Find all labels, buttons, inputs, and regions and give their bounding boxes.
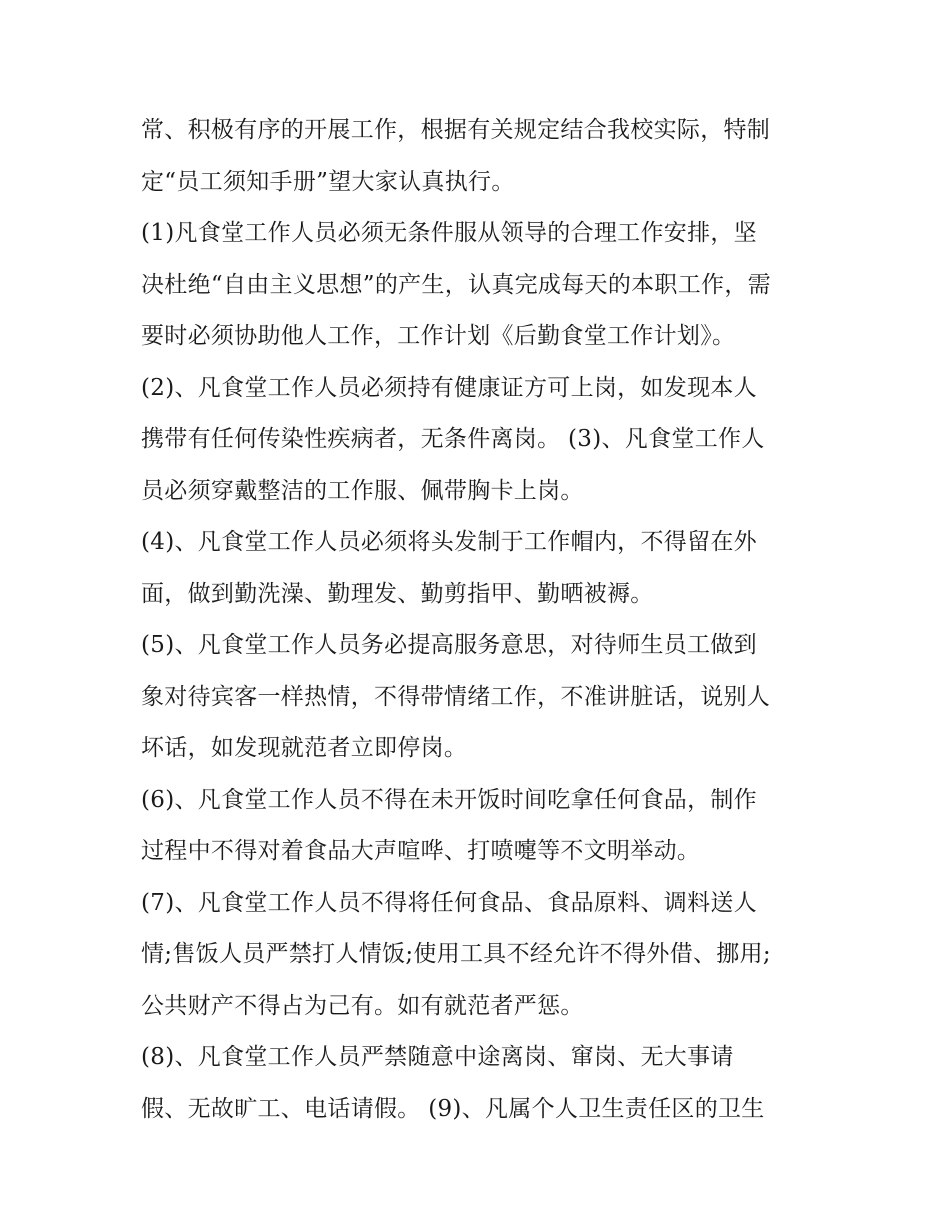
text-line: 坏话，如发现就范者立即停岗。	[141, 735, 468, 761]
text-line: 员必须穿戴整洁的工作服、佩带胸卡上岗。	[141, 477, 584, 504]
text-line: (7)、凡食堂工作人员不得将任何食品、食品原料、调料送人	[141, 889, 757, 916]
text-line: 定“员工须知手册”望大家认真执行。	[141, 168, 515, 195]
document-body	[141, 105, 821, 1135]
text-line: 决杜绝“自由主义思想”的产生，认真完成每天的本职工作，需	[141, 271, 771, 298]
text-line: (1)凡食堂工作人员必须无条件服从领导的合理工作安排，坚	[141, 220, 757, 246]
text-line: 假、无故旷工、电话请假。 (9)、凡属个人卫生责任区的卫生	[141, 1095, 765, 1122]
text-line: 过程中不得对着食品大声喧哗、打喷嚏等不文明举动。	[141, 838, 701, 864]
text-line: 公共财产不得占为己有。如有就范者严惩。	[141, 992, 584, 1019]
text-line: 携带有任何传染性疾病者，无条件离岗。 (3)、凡食堂工作人	[141, 426, 765, 452]
text-line: (5)、凡食堂工作人员务必提高服务意思，对待师生员工做到	[141, 632, 757, 658]
text-line: (4)、凡食堂工作人员必须将头发制于工作帽内，不得留在外	[141, 529, 757, 555]
text-line: 情;售饭人员严禁打人情饭;使用工具不经允许不得外借、挪用;	[141, 941, 771, 967]
text-line: 要时必须协助他人工作，工作计划《后勤食堂工作计划》。	[141, 323, 736, 349]
text-line: (8)、凡食堂工作人员严禁随意中途离岗、窜岗、无大事请	[141, 1044, 734, 1070]
text-line: (2)、凡食堂工作人员必须持有健康证方可上岗，如发现本人	[141, 374, 757, 401]
text-line: (6)、凡食堂工作人员不得在未开饭时间吃拿任何食品，制作	[141, 786, 757, 813]
text-line: 常、积极有序的开展工作，根据有关规定结合我校实际，特制	[141, 117, 771, 143]
text-line: 面，做到勤洗澡、勤理发、勤剪指甲、勤晒被褥。	[141, 580, 654, 607]
text-line: 象对待宾客一样热情，不得带情绪工作，不准讲脏话，说别人	[141, 683, 771, 710]
